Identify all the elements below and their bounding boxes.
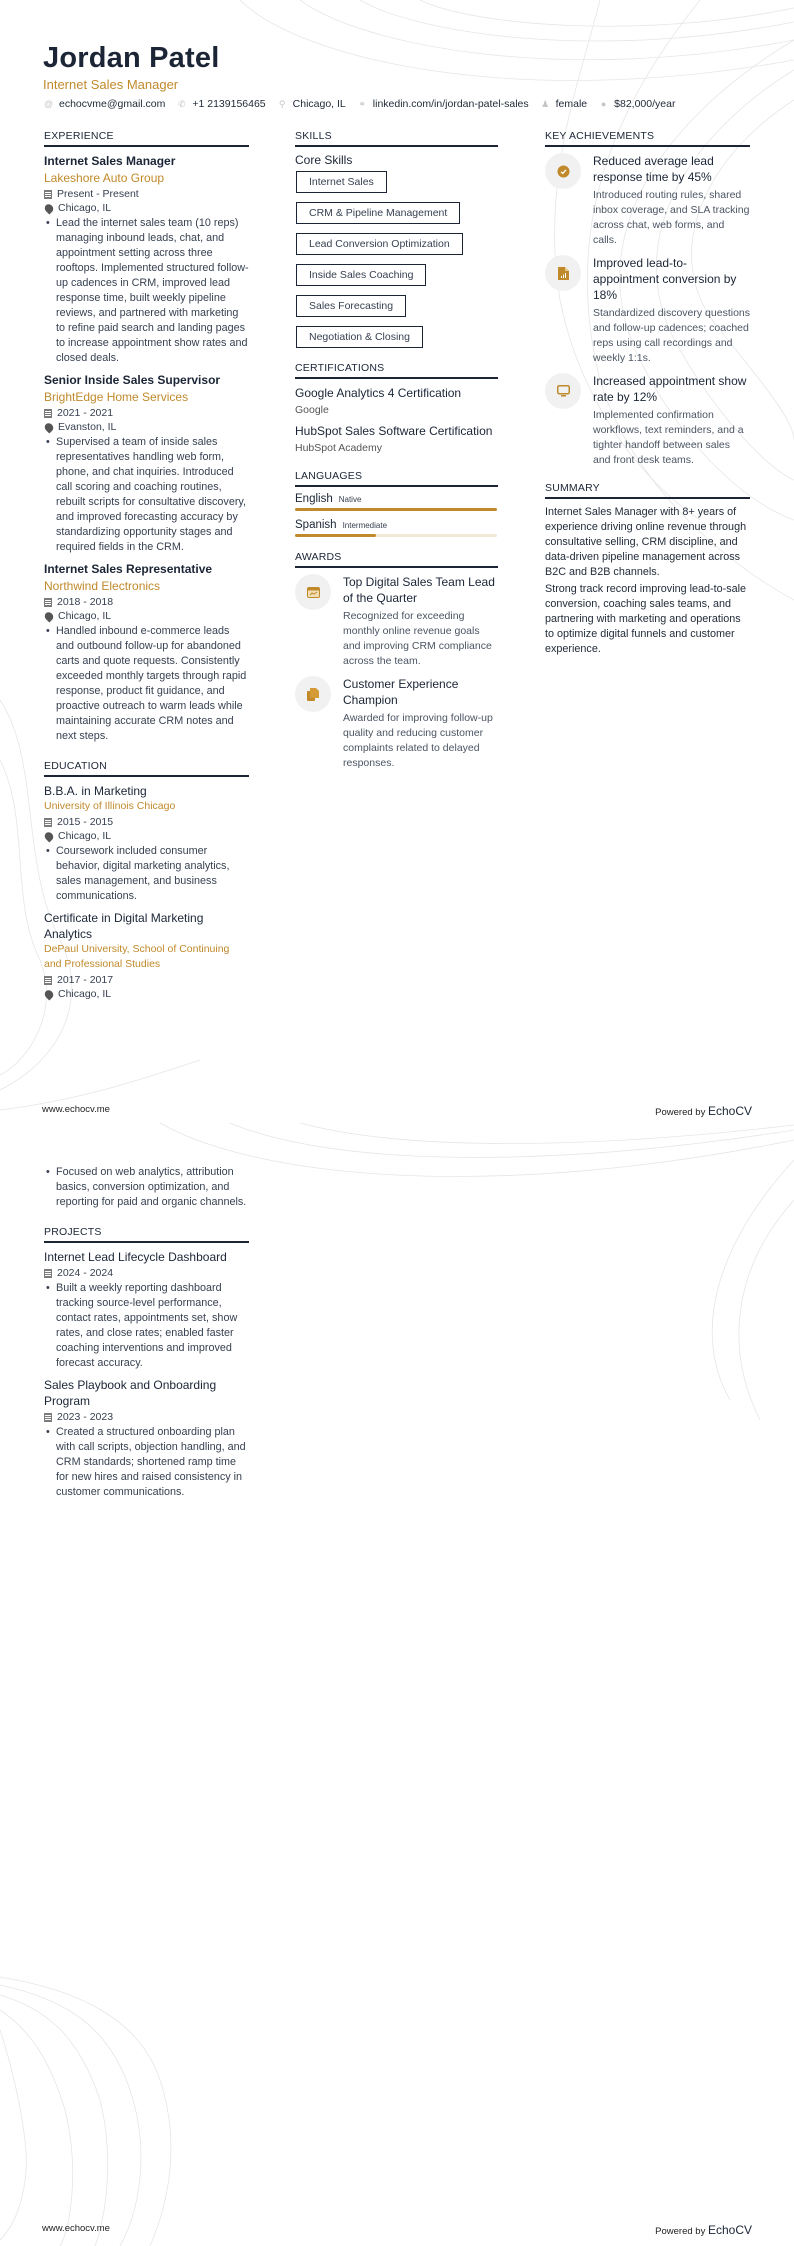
award-entry <box>295 676 498 771</box>
edu-bullets: • Coursework included consumer behavior, digital marketing analytics, sales management, and business communications. <box>44 844 249 904</box>
experience-heading: EXPERIENCE <box>44 130 249 147</box>
job-location: Evanston, IL <box>44 421 249 433</box>
contact-email[interactable]: @ echocvme@gmail.com <box>44 98 166 110</box>
projects-heading: PROJECTS <box>44 1226 249 1243</box>
achievement-desc: Implemented confirmation workflows, text reminders, and a tighter handoff between sales and front desk teams. <box>593 409 744 466</box>
footer-powered-by: Powered by EchoCV <box>655 1104 752 1118</box>
experience-entry <box>44 561 249 744</box>
money-icon: ● <box>600 98 607 109</box>
footer-url[interactable]: www.echocv.me <box>42 1104 110 1115</box>
cert-issuer: HubSpot Academy <box>295 442 382 454</box>
language-entry <box>295 493 498 511</box>
summary-paragraph: Internet Sales Manager with 8+ years of experience driving online revenue through consultative selling, CRM discipline, and data-driven pipeline management across B2C and B2B channels. <box>545 506 747 578</box>
project-bullets: • Built a weekly reporting dashboard tracking source-level performance, contact rates, appointments set, show rates, and close rates; enabled faster coaching interventions and improved forecast accuracy. <box>44 1281 249 1371</box>
language-proficiency-fill <box>295 508 497 511</box>
contact-bar <box>44 98 675 110</box>
experience-entry <box>44 153 249 366</box>
job-location: Chicago, IL <box>44 610 249 622</box>
location-pin-icon <box>43 610 55 622</box>
cert-name: HubSpot Sales Software Certification <box>295 424 493 438</box>
check-badge-icon <box>557 165 570 178</box>
project-bullets: • Created a structured onboarding plan with call scripts, objection handling, and CRM standards; shortened ramp time for new hires and raised consistency in customer communications. <box>44 1425 249 1500</box>
edu-bullets-continued: • Focused on web analytics, attribution basics, conversion optimization, and reporting for paid and organic channels. <box>44 1165 249 1210</box>
monitor-icon <box>557 385 570 397</box>
link-icon: ⚭ <box>358 98 367 109</box>
contact-salary: ● $82,000/year <box>600 98 676 110</box>
achievement-entry <box>545 153 750 248</box>
achievement-icon-circle <box>545 153 581 189</box>
summary-paragraph: Strong track record improving lead-to-sale conversion, coaching sales teams, and partnering with marketing and operations to optimize digital funnels and customer experience. <box>545 583 747 655</box>
contact-gender: ♟ female <box>541 98 588 110</box>
cert-name: Google Analytics 4 Certification <box>295 386 462 400</box>
location-icon: ⚲ <box>278 98 286 109</box>
award-icon-circle <box>295 574 331 610</box>
skill-tag: Inside Sales Coaching <box>296 264 426 286</box>
candidate-role: Internet Sales Manager <box>43 77 179 92</box>
edu-school: University of Illinois Chicago <box>44 800 176 812</box>
contact-phone[interactable]: ✆ +1 2139156465 <box>178 98 266 110</box>
language-entry <box>295 519 498 537</box>
job-bullets: • Lead the internet sales team (10 reps) managing inbound leads, chat, and appointment setting across three rooftops. Implemented structured follow-up cadences in CRM, improved lead response time, built weekly pipeline reviews, and partnered with marketing to refine paid search and landing pages to increase appointment show rates and closed deals. <box>44 216 249 366</box>
skill-tag: Lead Conversion Optimization <box>296 233 463 255</box>
achievement-icon-circle <box>545 255 581 291</box>
resume-page-2 <box>0 1123 794 2246</box>
education-entry <box>44 910 249 1000</box>
job-dates: 2021 - 2021 <box>44 407 249 419</box>
footer-brand: EchoCV <box>707 1104 752 1118</box>
award-icon-circle <box>295 676 331 712</box>
phone-icon: ✆ <box>178 98 186 109</box>
contact-linkedin[interactable]: ⚭ linkedin.com/in/jordan-patel-sales <box>358 98 529 110</box>
award-title: Top Digital Sales Team Lead of the Quarter <box>343 575 495 605</box>
job-company: Northwind Electronics <box>44 579 161 593</box>
language-level: Intermediate <box>342 521 388 530</box>
calendar-icon <box>44 1269 52 1278</box>
footer-url[interactable]: www.echocv.me <box>42 2223 110 2234</box>
language-name: English <box>295 493 333 505</box>
edu-dates: 2015 - 2015 <box>44 816 249 828</box>
certifications-heading: CERTIFICATIONS <box>295 362 498 379</box>
job-bullets: • Supervised a team of inside sales representatives handling web form, phone, and chat inquiries. Introduced call scoring and coaching routines, rebuilt scripts for consultative discovery, and improved forecasting accuracy by standardizing opportunity stages and required fields in the CRM. <box>44 435 249 555</box>
location-pin-icon <box>43 830 55 842</box>
calendar-icon <box>44 1413 52 1422</box>
project-dates: 2024 - 2024 <box>44 1267 249 1279</box>
summary-heading: SUMMARY <box>545 482 750 499</box>
job-company: BrightEdge Home Services <box>44 390 189 404</box>
project-entry <box>44 1249 249 1371</box>
achievement-desc: Introduced routing rules, shared inbox coverage, and SLA tracking across chat, web forms, and calls. <box>593 189 750 246</box>
job-dates: 2018 - 2018 <box>44 596 249 608</box>
job-company: Lakeshore Auto Group <box>44 171 165 185</box>
edu-degree: B.B.A. in Marketing <box>44 784 147 798</box>
skill-tag: Sales Forecasting <box>296 295 406 317</box>
at-icon: @ <box>44 98 54 109</box>
job-bullets: • Handled inbound e-commerce leads and outbound follow-up for abandoned carts and quote requests. Consistently exceeded monthly targets through rapid response, product fit guidance, and proactive outreach to warm leads while maintaining accurate CRM notes and next steps. <box>44 624 249 744</box>
experience-entry <box>44 372 249 555</box>
certification-entry <box>295 423 498 454</box>
achievement-entry <box>545 255 750 366</box>
edu-location: Chicago, IL <box>44 830 249 842</box>
award-desc: Awarded for improving follow-up quality and reducing customer complaints related to delayed responses. <box>343 712 493 769</box>
achievement-title: Reduced average lead response time by 45% <box>593 154 714 184</box>
language-name: Spanish <box>295 519 337 531</box>
award-title: Customer Experience Champion <box>343 677 459 707</box>
middle-column <box>295 130 498 778</box>
location-pin-icon <box>43 202 55 214</box>
calendar-icon <box>44 409 52 418</box>
file-chart-icon <box>558 267 569 280</box>
achievement-title: Increased appointment show rate by 12% <box>593 374 747 404</box>
documents-icon <box>307 688 319 701</box>
project-name: Sales Playbook and Onboarding Program <box>44 1378 217 1408</box>
job-title: Senior Inside Sales Supervisor <box>44 373 221 387</box>
calendar-icon <box>44 976 52 985</box>
education-entry <box>44 783 249 904</box>
skill-group-label: Core Skills <box>295 153 353 167</box>
project-entry <box>44 1377 249 1500</box>
calendar-icon <box>44 190 52 199</box>
skills-heading: SKILLS <box>295 130 498 147</box>
award-desc: Recognized for exceeding monthly online revenue goals and improving CRM compliance across the team. <box>343 610 492 667</box>
footer-brand: EchoCV <box>707 2223 752 2237</box>
languages-heading: LANGUAGES <box>295 470 498 487</box>
job-location: Chicago, IL <box>44 202 249 214</box>
cert-issuer: Google <box>295 404 329 416</box>
certification-entry <box>295 385 498 416</box>
job-dates: Present - Present <box>44 188 249 200</box>
skill-tag: Internet Sales <box>296 171 387 193</box>
location-pin-icon <box>43 988 55 1000</box>
language-proficiency-bar <box>295 534 497 537</box>
award-entry <box>295 574 498 669</box>
job-title: Internet Sales Manager <box>44 154 176 168</box>
location-pin-icon <box>43 421 55 433</box>
edu-location: Chicago, IL <box>44 988 249 1000</box>
right-column <box>545 130 750 659</box>
achievement-desc: Standardized discovery questions and follow-up cadences; coached reps using call recordings and weekly 1:1s. <box>593 307 751 364</box>
skill-tag: CRM & Pipeline Management <box>296 202 460 224</box>
edu-dates: 2017 - 2017 <box>44 974 249 986</box>
language-level: Native <box>338 495 362 504</box>
language-proficiency-bar <box>295 508 497 511</box>
left-column-continued <box>44 1163 249 1506</box>
person-icon: ♟ <box>541 98 550 109</box>
candidate-name: Jordan Patel <box>43 42 220 74</box>
contact-location: ⚲ Chicago, IL <box>278 98 346 110</box>
project-name: Internet Lead Lifecycle Dashboard <box>44 1250 227 1264</box>
left-column <box>44 130 249 1006</box>
calendar-icon <box>44 818 52 827</box>
achievement-entry <box>545 373 750 468</box>
awards-heading: AWARDS <box>295 551 498 568</box>
achievements-heading: KEY ACHIEVEMENTS <box>545 130 750 147</box>
calendar-icon <box>44 598 52 607</box>
job-title: Internet Sales Representative <box>44 562 213 576</box>
skill-tag: Negotiation & Closing <box>296 326 423 348</box>
achievement-title: Improved lead-to-appointment conversion by 18% <box>593 256 737 302</box>
edu-school: DePaul University, School of Continuing and Professional Studies <box>44 943 230 970</box>
project-dates: 2023 - 2023 <box>44 1411 249 1423</box>
calendar-chart-icon <box>307 586 320 598</box>
education-heading: EDUCATION <box>44 760 249 777</box>
footer-powered-by: Powered by EchoCV <box>655 2223 752 2237</box>
edu-degree: Certificate in Digital Marketing Analytics <box>44 911 204 941</box>
language-proficiency-fill <box>295 534 376 537</box>
achievement-icon-circle <box>545 373 581 409</box>
